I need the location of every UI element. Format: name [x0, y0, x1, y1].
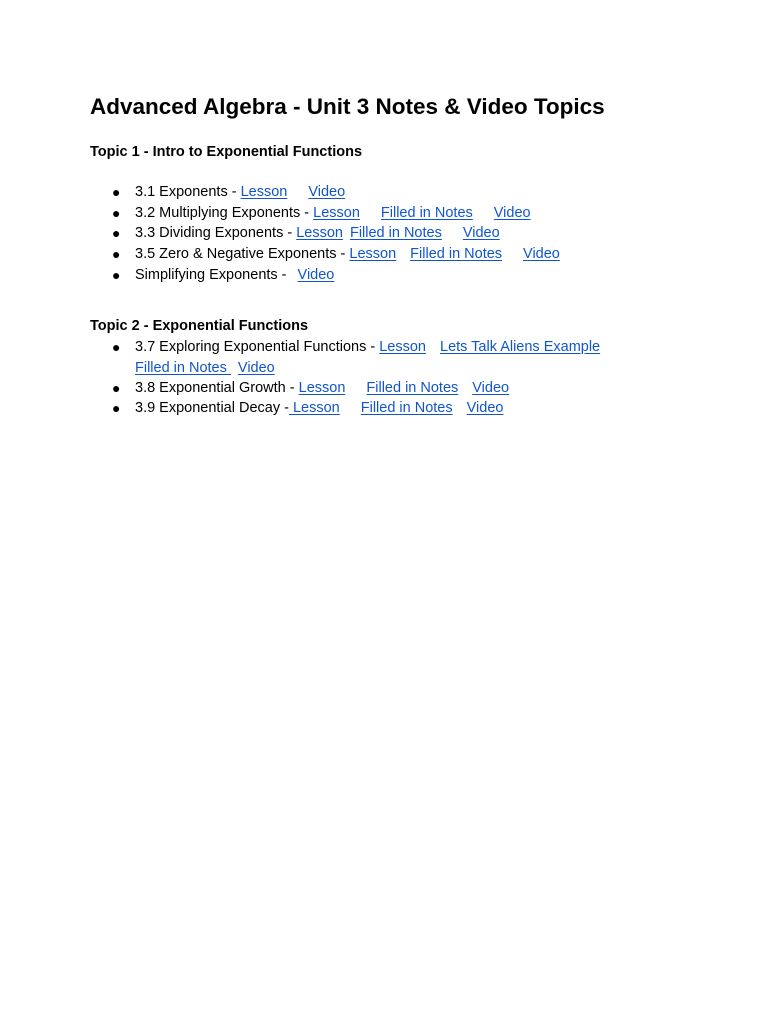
- list-item: [112, 182, 346, 203]
- filled-notes-link[interactable]: Filled in Notes: [349, 225, 442, 241]
- list-item: [112, 398, 504, 419]
- lesson-link[interactable]: Lesson: [379, 339, 426, 355]
- bullet-icon: ●: [112, 225, 121, 241]
- lesson-link[interactable]: Lesson: [240, 184, 288, 200]
- filled-notes-link[interactable]: Filled in Notes: [135, 359, 231, 376]
- video-link[interactable]: Video: [297, 267, 335, 283]
- filled-notes-link[interactable]: Filled in Notes: [366, 380, 459, 396]
- list-item: [112, 244, 560, 265]
- lesson-link[interactable]: Lesson: [349, 246, 397, 262]
- list-item: [112, 223, 500, 244]
- item-label: 3.8 Exponential Growth -: [135, 380, 299, 396]
- video-link[interactable]: Video: [523, 246, 560, 262]
- item-label: Simplifying Exponents -: [135, 267, 291, 283]
- list-item: [112, 337, 601, 378]
- bullet-icon: ●: [112, 205, 121, 221]
- lesson-link[interactable]: Lesson: [296, 225, 343, 241]
- video-link[interactable]: Video: [472, 380, 510, 396]
- topic2-heading: Topic 2 - Exponential Functions: [90, 318, 309, 334]
- filled-notes-link[interactable]: Filled in Notes: [410, 246, 503, 262]
- bullet-icon: ●: [112, 184, 121, 200]
- topic1-heading: Topic 1 - Intro to Exponential Functions: [90, 144, 363, 160]
- video-link[interactable]: Video: [308, 184, 346, 200]
- bullet-icon: ●: [112, 339, 121, 355]
- document-title: Advanced Algebra - Unit 3 Notes & Video Topics: [90, 94, 605, 119]
- lesson-link[interactable]: Lesson: [288, 400, 340, 416]
- video-link[interactable]: Video: [237, 359, 275, 376]
- item-label: 3.5 Zero & Negative Exponents -: [135, 246, 350, 262]
- item-label: 3.9 Exponential Decay -: [135, 400, 289, 416]
- filled-notes-link[interactable]: Filled in Notes: [380, 205, 473, 221]
- list-item: [112, 203, 531, 224]
- bullet-icon: ●: [112, 267, 121, 283]
- video-link[interactable]: Video: [466, 400, 504, 416]
- item-label: 3.3 Dividing Exponents -: [135, 225, 297, 241]
- list-item: [112, 378, 510, 399]
- video-link[interactable]: Video: [493, 205, 531, 221]
- bullet-icon: ●: [112, 400, 121, 416]
- item-label: 3.2 Multiplying Exponents -: [135, 205, 314, 221]
- video-link[interactable]: Video: [462, 225, 500, 241]
- list-item: [112, 265, 335, 286]
- filled-notes-link[interactable]: Filled in Notes: [360, 400, 453, 416]
- lesson-link[interactable]: Lesson: [313, 205, 360, 221]
- bullet-icon: ●: [112, 380, 121, 396]
- example-link[interactable]: Lets Talk Aliens Example: [440, 339, 601, 355]
- bullet-icon: ●: [112, 246, 121, 262]
- item-label: 3.7 Exploring Exponential Functions -: [135, 339, 380, 355]
- item-label: 3.1 Exponents -: [135, 184, 241, 200]
- lesson-link[interactable]: Lesson: [298, 380, 346, 396]
